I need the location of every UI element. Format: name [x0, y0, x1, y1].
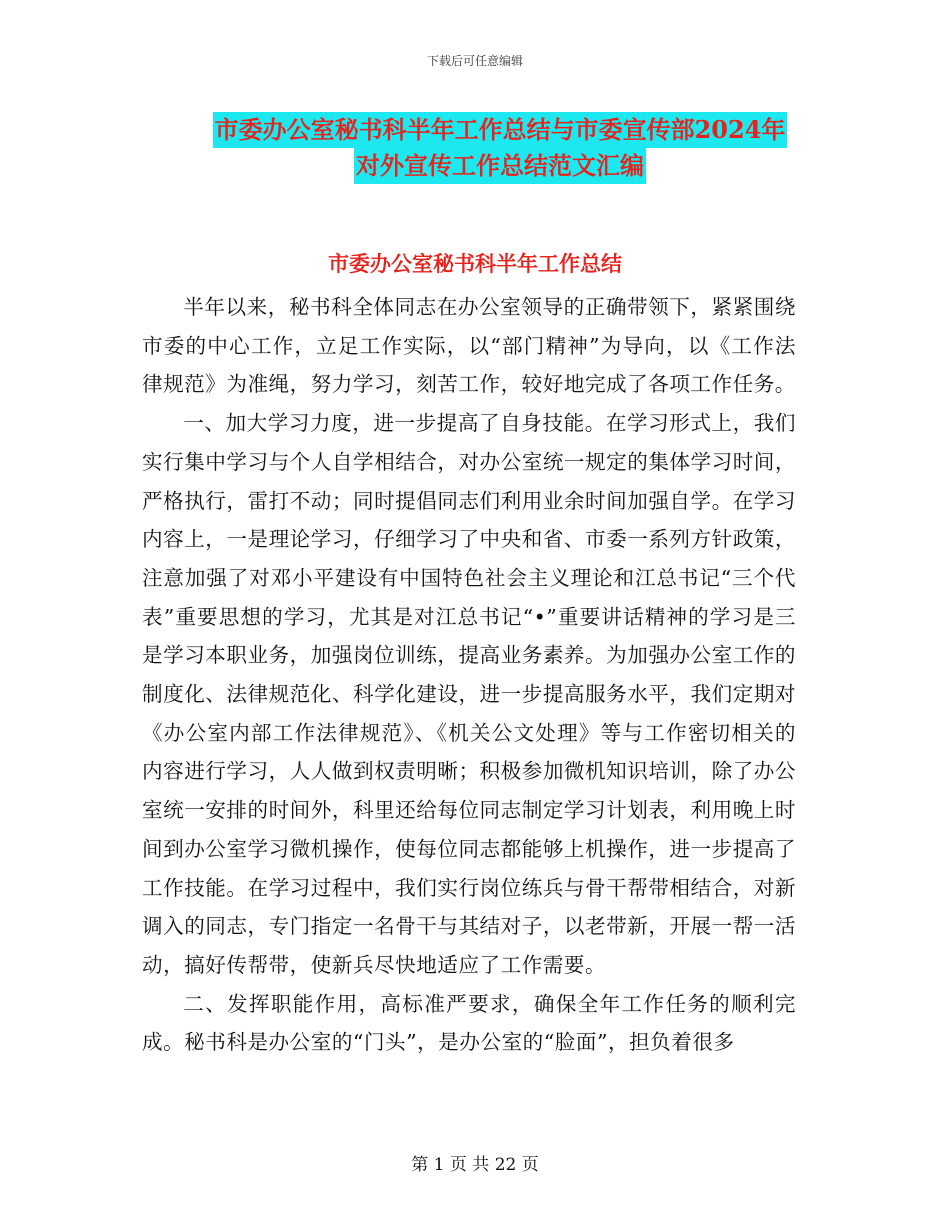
title-line-1: 市委办公室秘书科半年工作总结与市委宣传部2024年	[213, 112, 788, 148]
title-line-2: 对外宣传工作总结范文汇编	[354, 148, 646, 184]
document-body	[142, 288, 796, 1062]
document-title	[140, 112, 860, 184]
section-title: 市委办公室秘书科半年工作总结	[328, 252, 622, 276]
page-header: 下载后可任意编辑	[426, 54, 523, 68]
paragraph-function: 二、发挥职能作用，高标准严要求，确保全年工作任务的顺利完成。秘书科是办公室的“门头”，是办公室的“脸面”，担负着很多	[142, 991, 796, 1055]
page-footer: 第 1 页 共 22 页	[411, 1155, 539, 1175]
paragraph-intro: 半年以来，秘书科全体同志在办公室领导的正确带领下，紧紧围绕市委的中心工作，立足工作实际，以“部门精神”为导向，以《工作法律规范》为准绳，努力学习，刻苦工作，较好地完成了各项工作任务。	[142, 295, 796, 397]
paragraph-study: 一、加大学习力度，进一步提高了自身技能。在学习形式上，我们实行集中学习与个人自学相结合，对办公室统一规定的集体学习时间，严格执行，雷打不动；同时提倡同志们利用业余时间加强自学。在学习内容上，一是理论学习，仔细学习了中央和省、市委一系列方针政策，注意加强了对邓小平建设有中国特色社会主义理论和江总书记“三个代表”重要思想的学习，尤其是对江总书记“•”重要讲话精神的学习是三是学习本职业务，加强岗位训练，提高业务素养。为加强办公室工作的制度化、法律规范化、科学化建设，进一步提高服务水平，我们定期对《办公室内部工作法律规范》、《机关公文处理》等与工作密切相关的内容进行学习，人人做到权责明晰；积极参加微机知识培训，除了办公室统一安排的时间外，科里还给每位同志制定学习计划表，利用晚上时间到办公室学习微机操作，使每位同志都能够上机操作，进一步提高了工作技能。在学习过程中，我们实行岗位练兵与骨干帮带相结合，对新调入的同志，专门指定一名骨干与其结对子，以老带新，开展一帮一活动，搞好传帮带，使新兵尽快地适应了工作需要。	[142, 411, 796, 977]
